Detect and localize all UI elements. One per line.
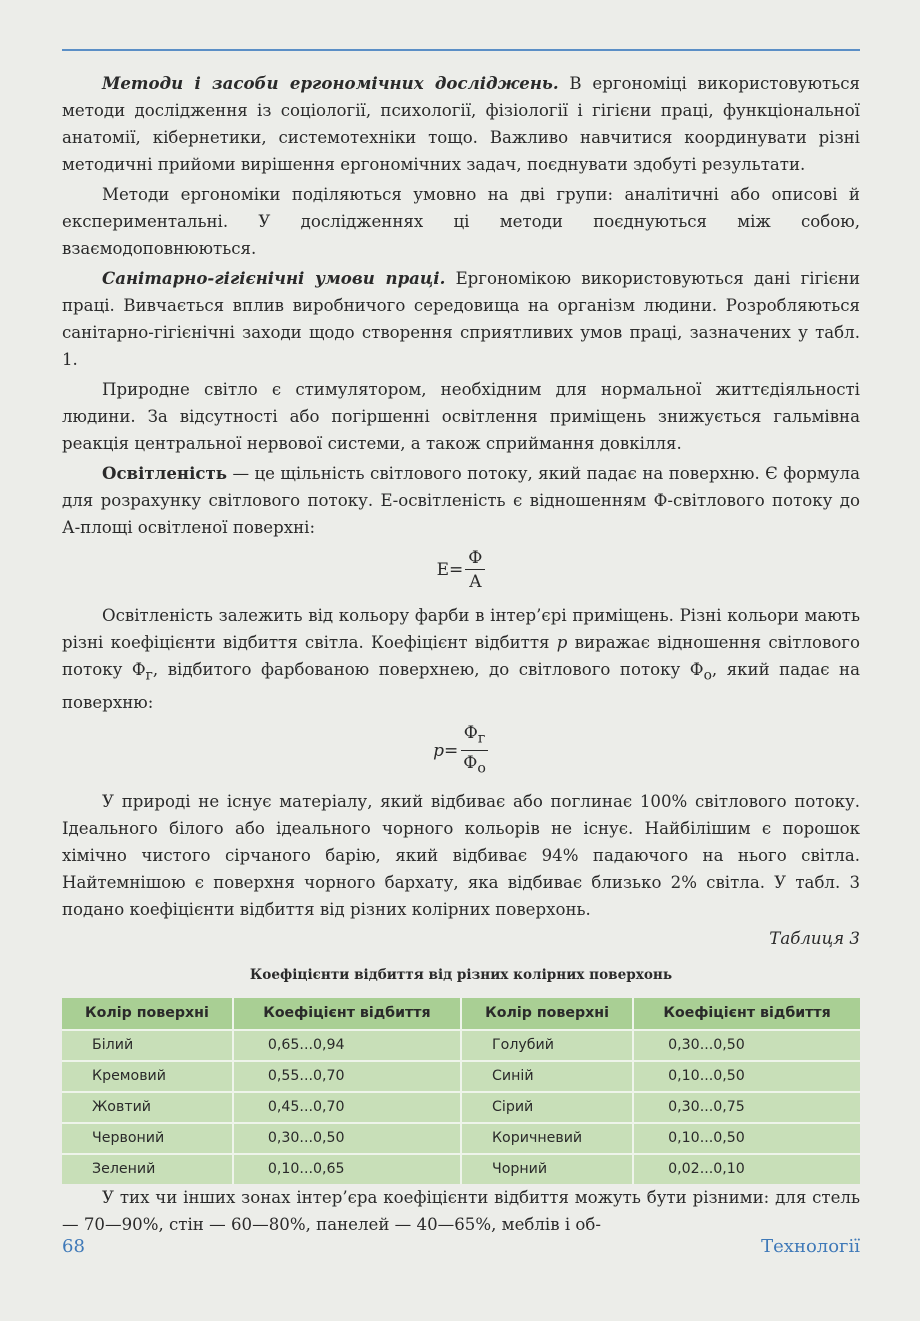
paragraph-sanitary bbox=[62, 265, 860, 373]
table-cell: 0,10...0,65 bbox=[233, 1154, 461, 1184]
table-cell: Чорний bbox=[461, 1154, 633, 1184]
table-header-row bbox=[62, 998, 860, 1030]
formula-illuminance bbox=[62, 547, 860, 594]
term-illuminance: Освітленість bbox=[102, 463, 228, 483]
section-title: Технології bbox=[761, 1236, 860, 1257]
subscript-g: г bbox=[145, 667, 153, 684]
table-cell: Синій bbox=[461, 1061, 633, 1092]
paragraph-text: — це щільність світлового потоку, який падає на поверхню. Є формула для розрахунку світлового потоку. Е-освітленість є відношенням Ф-світлового потоку до А-площі освітленої поверхні: bbox=[62, 464, 860, 537]
paragraph-reflection bbox=[62, 602, 860, 716]
table-cell: Коричневий bbox=[461, 1123, 633, 1154]
formula-denominator: A bbox=[469, 572, 482, 592]
denominator-subscript: о bbox=[477, 760, 486, 777]
page-content bbox=[62, 70, 860, 1238]
symbol-p: p bbox=[556, 633, 568, 652]
paragraph-heading: Санітарно-гігієнічні умови праці. bbox=[102, 268, 446, 288]
formula-lhs: E bbox=[436, 560, 450, 580]
table-cell: Жовтий bbox=[62, 1092, 233, 1123]
paragraph-methods bbox=[62, 70, 860, 178]
numerator-subscript: г bbox=[477, 730, 486, 747]
formula-lhs: p bbox=[433, 740, 444, 761]
table-header: Колір поверхні bbox=[461, 998, 633, 1030]
table-label: Таблиця 3 bbox=[769, 929, 860, 949]
table-cell: 0,10...0,50 bbox=[633, 1123, 860, 1154]
table-cell: Білий bbox=[62, 1030, 233, 1061]
table-cell: 0,02...0,10 bbox=[633, 1154, 860, 1184]
table-cell: Кремовий bbox=[62, 1061, 233, 1092]
table-row bbox=[62, 1092, 860, 1123]
paragraph-illuminance bbox=[62, 460, 860, 541]
paragraph-nature: У природі не існує матеріалу, який відбиває або поглинає 100% світлового потоку. Ідеального білого або ідеального чорного кольорів не існує. Найбілішим є порошок хімічно чистого сірчаного барію, який відбиває 94% падаючого на нього світла. Найтемнішою є поверхня чорного бархату, яка відбиває близько 2% світла. У табл. 3 подано коефіцієнти відбиття від різних колірних поверхонь. bbox=[62, 792, 860, 920]
paragraph-text: виражає відношення світлового потоку Ф bbox=[62, 633, 860, 679]
table-cell: 0,30...0,50 bbox=[633, 1030, 860, 1061]
paragraph-natural-light: Природне світло є стимулятором, необхідним для нормальної життєдіяльності людини. За відсутності або погіршенні освітлення приміщень знижується гальмівна реакція центральної нервової системи, а також сприймання довкілля. bbox=[62, 380, 860, 453]
formula-equals: = bbox=[443, 740, 459, 761]
table-cell: 0,55...0,70 bbox=[233, 1061, 461, 1092]
page-footer bbox=[62, 1236, 860, 1257]
table-cell: 0,10...0,50 bbox=[633, 1061, 860, 1092]
table-row bbox=[62, 1030, 860, 1061]
formula-numerator: Ф bbox=[465, 547, 485, 570]
formula-equals: = bbox=[449, 560, 464, 580]
table-header: Колір поверхні bbox=[62, 998, 233, 1030]
table-cell: Голубий bbox=[461, 1030, 633, 1061]
table-cell: 0,45...0,70 bbox=[233, 1092, 461, 1123]
table-cell: 0,30...0,75 bbox=[633, 1092, 860, 1123]
table-cell: Зелений bbox=[62, 1154, 233, 1184]
formula-reflection bbox=[62, 722, 860, 780]
table-row bbox=[62, 1154, 860, 1184]
top-rule bbox=[62, 49, 860, 51]
formula-numerator bbox=[461, 722, 489, 750]
table-cell: 0,65...0,94 bbox=[233, 1030, 461, 1061]
formula-fraction bbox=[465, 547, 485, 594]
table-title: Коефіцієнти відбиття від різних колірних поверхонь bbox=[249, 967, 673, 984]
denominator-symbol: Ф bbox=[463, 752, 478, 773]
paragraph-text: Ергономікою використовуються дані гігієни праці. Вивчається вплив виробничого середовища на організм людини. Розробляються санітарно-гігієнічні заходи щодо створення сприятливих умов праці, зазначених у табл. 1. bbox=[62, 269, 861, 369]
reflection-table bbox=[62, 998, 860, 1184]
table-cell: 0,30...0,50 bbox=[233, 1123, 461, 1154]
paragraph-zones: У тих чи інших зонах інтер’єра коефіцієнти відбиття можуть бути різними: для стель — 70—90%, стін — 60—80%, панелей — 40—65%, меблів і об- bbox=[62, 1188, 860, 1235]
paragraph-text: В ергономіці використовуються методи дослідження із соціології, психології, фізіології і гігієни праці, функціональної анатомії, кібернетики, системотехніки тощо. Важливо навчитися координувати різні методичні прийоми вирішення ергономічних задач, поєднувати здобуті результати. bbox=[62, 74, 860, 174]
table-cell: Сірий bbox=[461, 1092, 633, 1123]
paragraph-heading: Методи і засоби ергономічних досліджень. bbox=[102, 73, 559, 93]
table-cell: Червоний bbox=[62, 1123, 233, 1154]
table-row bbox=[62, 1123, 860, 1154]
paragraph-text: Освітленість залежить від кольору фарби в інтер’єрі приміщень. Різні кольори мають різні коефіцієнти відбиття світла. Коефіцієнт відбиття bbox=[62, 606, 860, 652]
paragraph-text: , який падає на поверхню: bbox=[62, 660, 860, 713]
page-number: 68 bbox=[62, 1236, 85, 1257]
table-row bbox=[62, 1061, 860, 1092]
table-header: Коефіцієнт відбиття bbox=[633, 998, 860, 1030]
paragraph-groups: Методи ергономіки поділяються умовно на дві групи: аналітичні або описові й експериментальні. У дослідженнях ці методи поєднуються між собою, взаємодоповнюються. bbox=[62, 185, 860, 258]
formula-denominator bbox=[460, 751, 489, 780]
formula-fraction bbox=[460, 722, 489, 780]
subscript-o: о bbox=[703, 667, 712, 684]
numerator-symbol: Ф bbox=[463, 723, 478, 744]
paragraph-text: , відбитого фарбованою поверхнею, до світлового потоку Ф bbox=[152, 660, 704, 679]
table-header: Коефіцієнт відбиття bbox=[233, 998, 461, 1030]
